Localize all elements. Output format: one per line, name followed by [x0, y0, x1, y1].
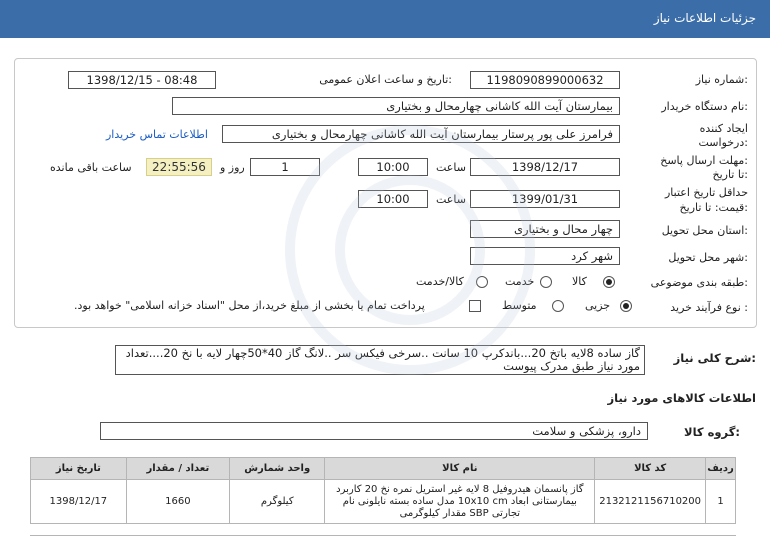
province-field: چهار محال و بختیاری [470, 220, 620, 238]
table-header-row [31, 458, 736, 480]
goods-table [30, 457, 736, 524]
buyer-contact-link[interactable]: اطلاعات تماس خریدار [106, 128, 208, 141]
treasury-payment-checkbox[interactable] [469, 300, 481, 312]
need-number-label: شماره نیاز: [695, 73, 748, 86]
cell-name: گاز پانسمان هیدروفیل 8 لایه غیر استریل نمره نخ 20 کاربرد بیمارستانی ابعاد 10x10 cm مدل ساده بسته نایلونی نام تجارتی SBP مقدار کیلوگرمی [325, 480, 595, 524]
city-field: شهر کرد [470, 247, 620, 265]
deadline-time-field: 10:00 [358, 158, 428, 176]
process-medium-radio[interactable] [552, 300, 564, 312]
col-row: ردیف [706, 458, 736, 480]
table-row[interactable] [31, 480, 736, 524]
col-code: کد کالا [595, 458, 706, 480]
remaining-time-badge: 22:55:56 [146, 158, 212, 176]
description-field: گاز ساده 8لایه باتخ 20...باندکرپ 10 سانت ..سرخی فیکس سر ..لانگ گاز 40*50چهار لایه با نخ 20....تعداد مورد نیاز طبق مدرک پیوست [115, 345, 645, 375]
category-label: طبقه بندی موضوعی: [650, 276, 748, 289]
deadline-time-label: ساعت [436, 161, 466, 174]
validity-time-label: ساعت [436, 193, 466, 206]
buyer-field: بیمارستان آیت الله کاشانی چهارمحال و بختیاری [172, 97, 620, 115]
col-qty: تعداد / مقدار [126, 458, 229, 480]
page-header [0, 0, 770, 38]
process-minor-radio[interactable] [620, 300, 632, 312]
category-goods-radio[interactable] [603, 276, 615, 288]
col-unit: واحد شمارش [230, 458, 325, 480]
cell-code: 2132121156710200 [595, 480, 706, 524]
page-title: جزئیات اطلاعات نیاز [653, 11, 756, 25]
remaining-days-field: 1 [250, 158, 320, 176]
category-service-label: خدمت [505, 275, 535, 288]
validity-time-field: 10:00 [358, 190, 428, 208]
validity-date-field: 1399/01/31 [470, 190, 620, 208]
goods-section-title: اطلاعات کالاهای مورد نیاز [607, 391, 756, 405]
validity-label-line1: حداقل تاریخ اعتبار [664, 186, 748, 199]
creator-field: فرامرز علی پور پرستار بیمارستان آیت الله کاشانی چهارمحال و بختیاری [222, 125, 620, 143]
cell-unit: کیلوگرم [230, 480, 325, 524]
province-label: استان محل تحویل: [661, 224, 748, 237]
validity-label-line2: قیمت: تا تاریخ: [679, 201, 748, 214]
goods-group-label: گروه کالا: [684, 425, 740, 439]
process-medium-label: متوسط [502, 299, 537, 312]
cell-row: 1 [706, 480, 736, 524]
col-name: نام کالا [325, 458, 595, 480]
goods-group-field: دارو، پزشکی و سلامت [100, 422, 648, 440]
process-minor-label: جزیی [585, 299, 611, 312]
deadline-label-line2: تا تاریخ: [712, 168, 748, 181]
category-goods-label: کالا [572, 275, 587, 288]
need-number-field: 1198090899000632 [470, 71, 620, 89]
category-service-radio[interactable] [540, 276, 552, 288]
description-label: شرح کلی نیاز: [673, 351, 756, 365]
remaining-label: ساعت باقی مانده [50, 161, 132, 174]
days-label: روز و [220, 161, 245, 174]
table-continuation [30, 535, 736, 545]
col-date: تاریخ نیاز [31, 458, 127, 480]
process-type-label: نوع فرآیند خرید : [670, 301, 748, 314]
deadline-date-field: 1398/12/17 [470, 158, 620, 176]
creator-label-line1: ایجاد کننده [699, 122, 748, 135]
treasury-payment-note: پرداخت تمام یا بخشی از مبلغ خرید،از محل "اسناد خزانه اسلامی" خواهد بود. [74, 299, 425, 312]
deadline-label-line1: مهلت ارسال پاسخ: [660, 154, 748, 167]
announce-date-field: 1398/12/15 - 08:48 [68, 71, 216, 89]
category-goods-service-label: کالا/خدمت [416, 275, 464, 288]
category-goods-service-radio[interactable] [476, 276, 488, 288]
cell-date: 1398/12/17 [31, 480, 127, 524]
cell-qty: 1660 [126, 480, 229, 524]
announce-date-label: تاریخ و ساعت اعلان عمومی: [319, 73, 452, 86]
city-label: شهر محل تحویل: [668, 251, 748, 264]
creator-label-line2: درخواست: [698, 136, 748, 149]
buyer-label: نام دستگاه خریدار: [661, 100, 748, 113]
